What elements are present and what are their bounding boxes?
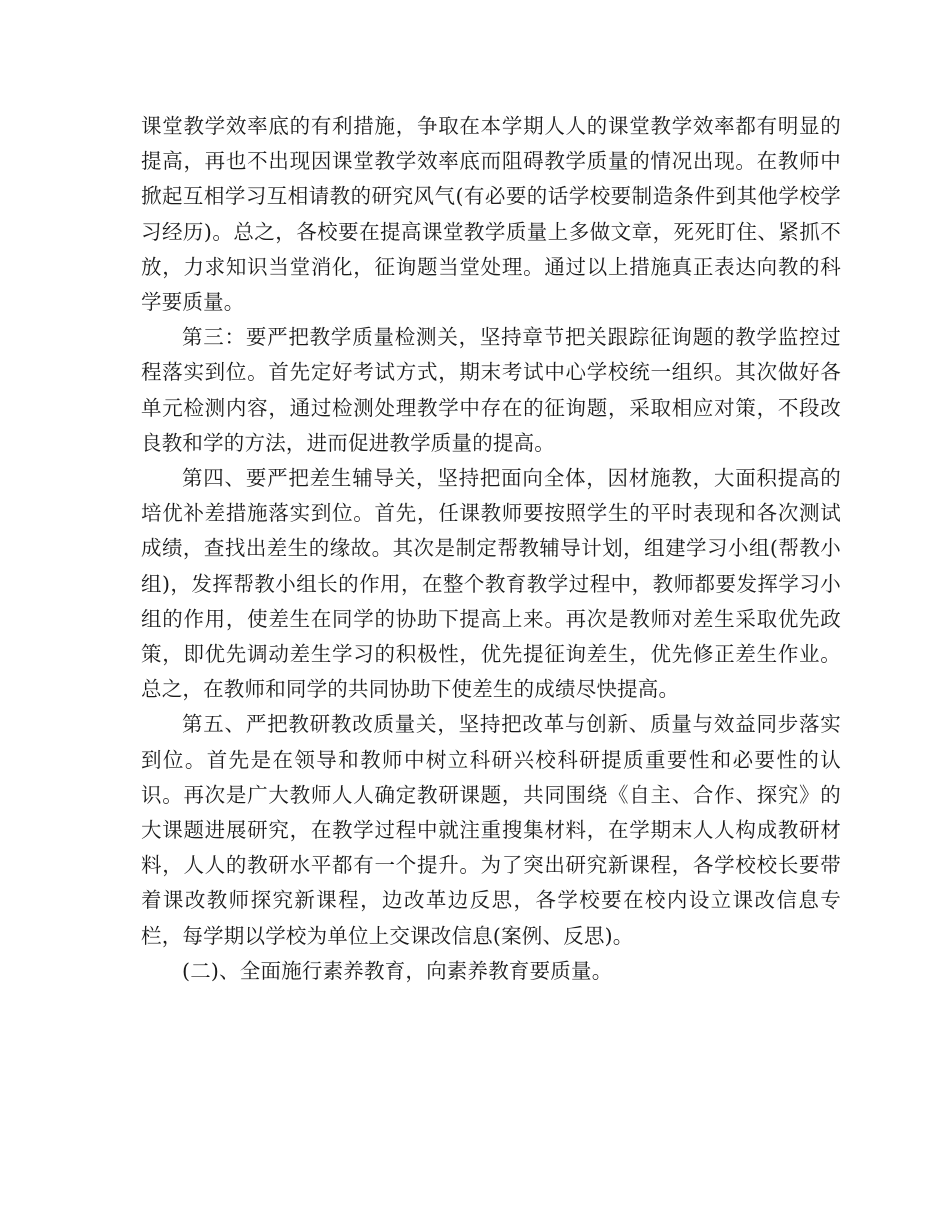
document-body bbox=[141, 109, 841, 989]
paragraph-3: 第四、要严把差生辅导关，坚持把面向全体，因材施教，大面积提高的培优补差措施落实到位。首先，任课教师要按照学生的平时表现和各次测试成绩，查找出差生的缘故。其次是制定帮教辅导计划，组建学习小组(帮教小组)，发挥帮教小组长的作用，在整个教育教学过程中，教师都要发挥学习小组的作用，使差生在同学的协助下提高上来。再次是教师对差生采取优先政策，即优先调动差生学习的积极性，优先提征询差生，优先修正差生作业。总之，在教师和同学的共同协助下使差生的成绩尽快提高。 bbox=[141, 466, 841, 702]
paragraph-1: 课堂教学效率底的有利措施，争取在本学期人人的课堂教学效率都有明显的提高，再也不出现因课堂教学效率底而阻碍教学质量的情况出现。在教师中掀起互相学习互相请教的研究风气(有必要的话学校要制造条件到其他学校学习经历)。总之，各校要在提高课堂教学质量上多做文章，死死盯住、紧抓不放，力求知识当堂消化，征询题当堂处理。通过以上措施真正表达向教的科学要质量。 bbox=[141, 114, 841, 315]
paragraph-4: 第五、严把教研教改质量关，坚持把改革与创新、质量与效益同步落实到位。首先是在领导和教师中树立科研兴校科研提质重要性和必要性的认识。再次是广大教师人人确定教研课题，共同围绕《自主、合作、探究》的大课题进展研究，在教学过程中就注重搜集材料，在学期末人人构成教研材料，人人的教研水平都有一个提升。为了突出研究新课程，各学校校长要带着课改教师探究新课程，边改革边反思，各学校要在校内设立课改信息专栏，每学期以学校为单位上交课改信息(案例、反思)。 bbox=[141, 712, 841, 948]
paragraph-5: (二)、全面施行素养教育，向素养教育要质量。 bbox=[182, 958, 613, 983]
paragraph-2: 第三：要严把教学质量检测关，坚持章节把关跟踪征询题的教学监控过程落实到位。首先定好考试方式，期末考试中心学校统一组织。其次做好各单元检测内容，通过检测处理教学中存在的征询题，采取相应对策，不段改良教和学的方法，进而促进教学质量的提高。 bbox=[141, 325, 841, 455]
